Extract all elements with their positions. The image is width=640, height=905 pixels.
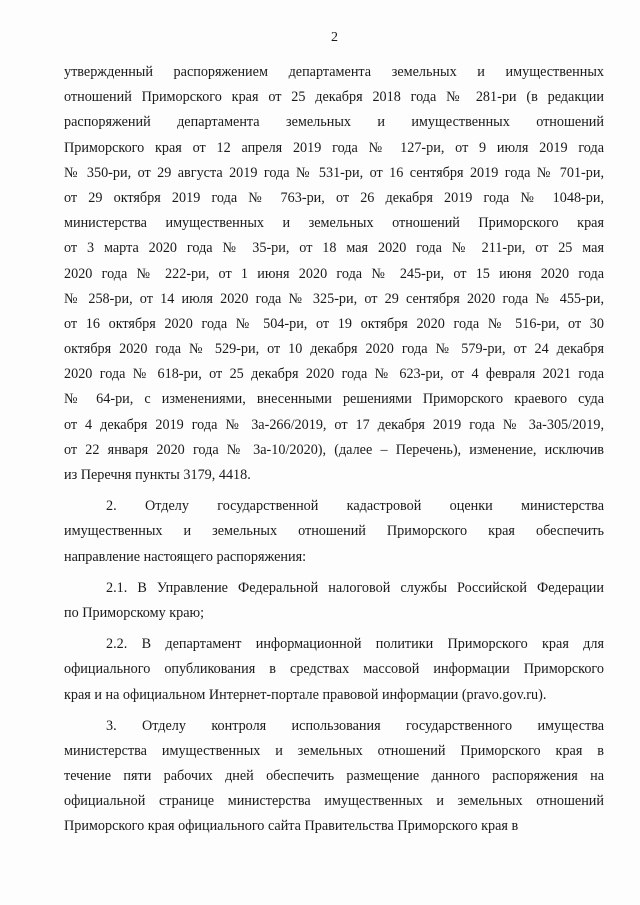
text-line: 3. Отделу контроля использования государственного имущества: [106, 717, 604, 734]
text-line: 2. Отделу государственной кадастровой оценки министерства: [106, 498, 604, 515]
text-line: официальной странице министерства имущественных и земельных отношений: [64, 793, 604, 810]
text-line: утвержденный распоряжением департамента земельных и имущественных: [64, 64, 604, 80]
text-line: официального опубликования в средствах массовой информации Приморского: [64, 661, 604, 678]
text-line: края и на официальном Интернет-портале правовой информации (pravo.gov.ru).: [64, 686, 547, 703]
text-line: министерства имущественных и земельных отношений Приморского края в: [64, 742, 604, 759]
text-line: 2.2. В департамент информационной политики Приморского края для: [106, 636, 604, 653]
text-line: № 64-ри, с изменениями, внесенными решениями Приморского краевого суда: [64, 391, 604, 408]
text-line: Приморского края от 12 апреля 2019 года № 127-ри, от 9 июля 2019 года: [64, 139, 604, 156]
text-line: министерства имущественных и земельных отношений Приморского края: [64, 215, 604, 232]
text-line: распоряжений департамента земельных и имущественных отношений: [64, 114, 604, 131]
text-line: от 3 марта 2020 года № 35-ри, от 18 мая 2020 года № 211-ри, от 25 мая: [64, 240, 604, 257]
paragraph-2-1: [64, 576, 604, 626]
text-line: по Приморскому краю;: [64, 604, 205, 621]
paragraph-1: [64, 60, 604, 488]
text-line: октября 2020 года № 529-ри, от 10 декабря 2020 года № 579-ри, от 24 декабря: [64, 341, 604, 358]
text-line: 2020 года № 222-ри, от 1 июня 2020 года № 245-ри, от 15 июня 2020 года: [64, 265, 604, 282]
text-line: 2020 года № 618-ри, от 25 декабря 2020 года № 623-ри, от 4 февраля 2021 года: [64, 366, 604, 383]
text-line: 2.1. В Управление Федеральной налоговой службы Российской Федерации: [106, 579, 604, 596]
paragraph-3: [64, 714, 604, 840]
text-line: направление настоящего распоряжения:: [64, 548, 307, 565]
text-line: течение пяти рабочих дней обеспечить размещение данного распоряжения на: [64, 768, 604, 785]
text-line: от 29 октября 2019 года № 763-ри, от 26 декабря 2019 года № 1048-ри,: [64, 189, 604, 206]
text-line: Приморского края официального сайта Правительства Приморского края в: [64, 818, 519, 835]
text-line: от 22 января 2020 года № 3а-10/2020), (далее – Перечень), изменение, исключив: [64, 441, 604, 458]
text-line: из Перечня пункты 3179, 4418.: [64, 467, 251, 483]
document-body: [64, 60, 604, 840]
text-line: от 16 октября 2020 года № 504-ри, от 19 октября 2020 года № 516-ри, от 30: [64, 315, 604, 332]
paragraph-2: [64, 494, 604, 570]
paragraph-2-2: [64, 632, 604, 708]
text-line: от 4 декабря 2019 года № 3а-266/2019, от 17 декабря 2019 года № 3а-305/2019,: [64, 416, 604, 433]
text-line: № 350-ри, от 29 августа 2019 года № 531-ри, от 16 сентября 2019 года № 701-ри,: [64, 164, 604, 181]
text-line: № 258-ри, от 14 июля 2020 года № 325-ри, от 29 сентября 2020 года № 455-ри,: [64, 290, 604, 307]
text-line: отношений Приморского края от 25 декабря 2018 года № 281-ри (в редакции: [64, 89, 604, 106]
page-number: 2: [331, 30, 338, 45]
text-line: имущественных и земельных отношений Приморского края обеспечить: [64, 523, 604, 540]
